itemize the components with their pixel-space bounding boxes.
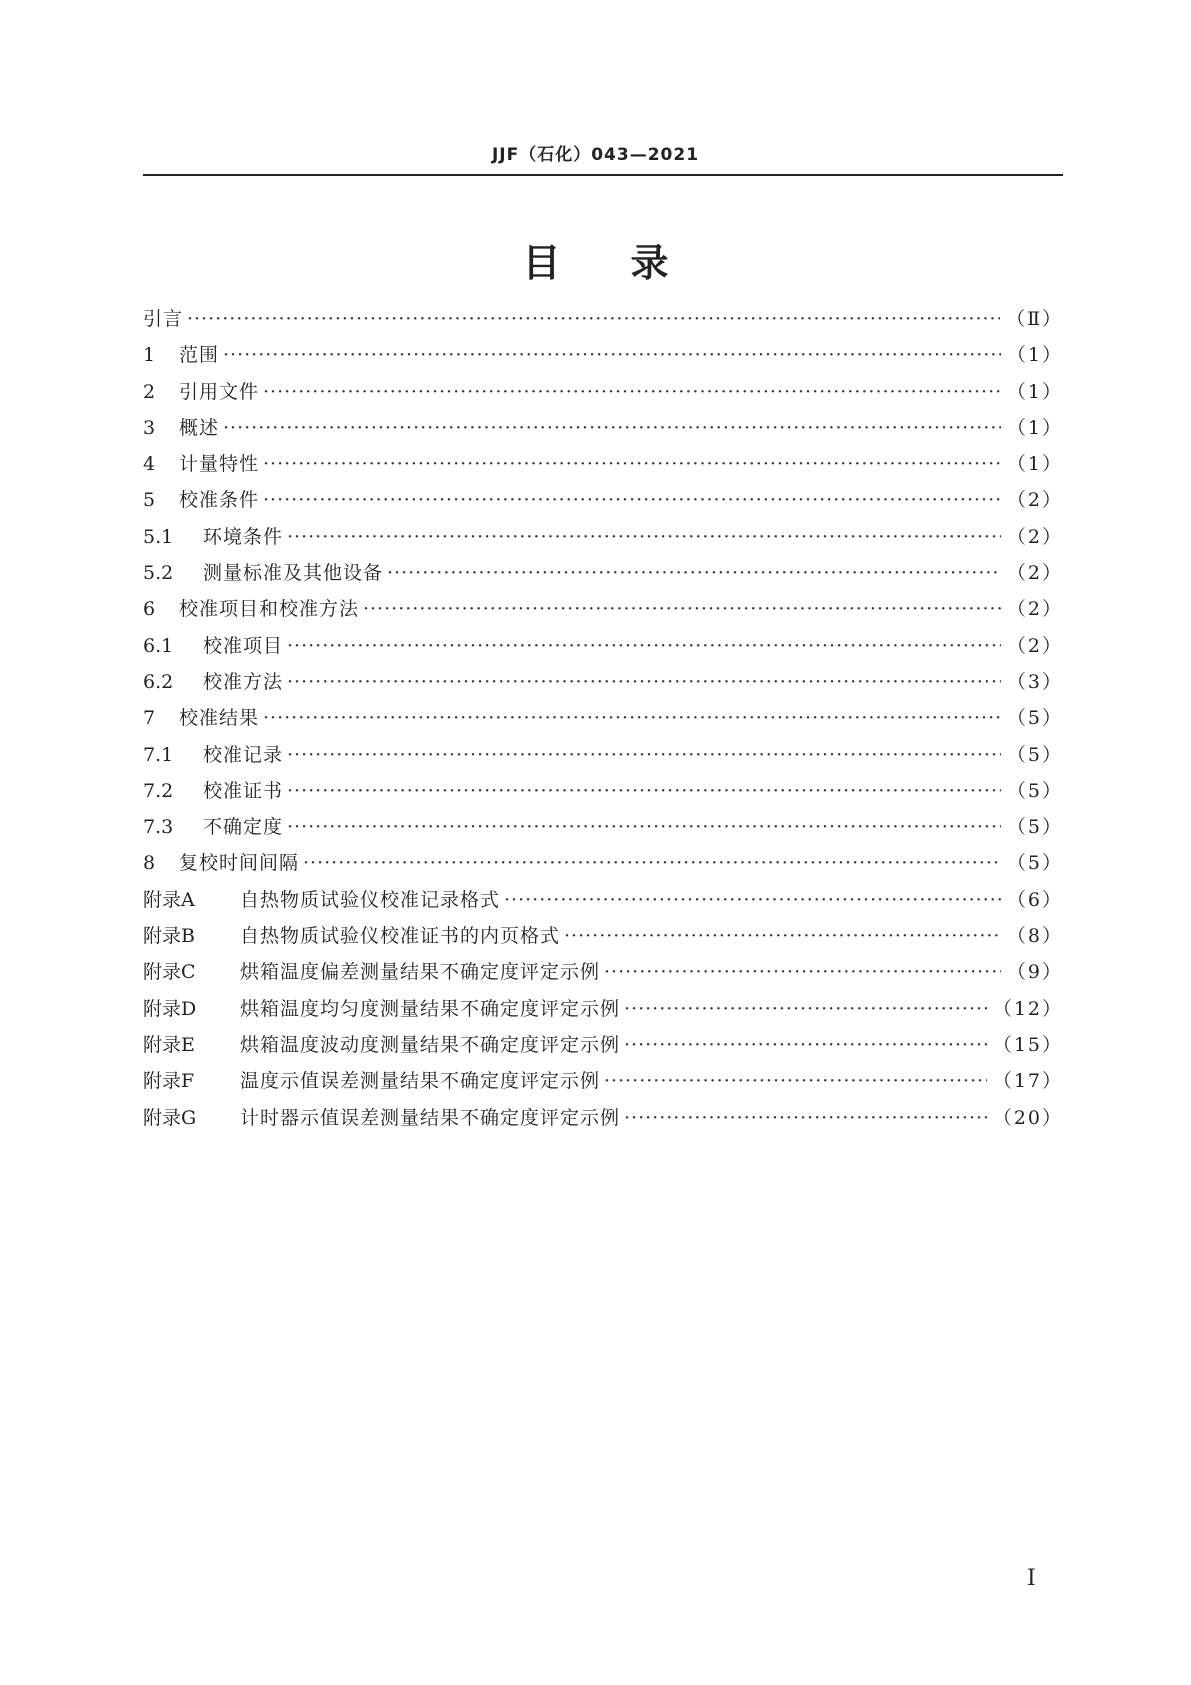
dot-leader xyxy=(263,707,1001,729)
toc-entry-page: （1） xyxy=(1006,344,1063,367)
dot-leader xyxy=(303,852,1001,874)
dot-leader xyxy=(187,308,1000,330)
toc-entry-number: 附录D xyxy=(143,997,197,1020)
toc-entry-page: （1） xyxy=(1006,453,1063,476)
toc-entry-page: （12） xyxy=(992,997,1063,1020)
document-code: JJF（石化）043—2021 xyxy=(491,145,700,165)
dot-leader xyxy=(624,1107,987,1129)
dot-leader xyxy=(387,562,1001,584)
toc-entry-title: 复校时间间隔 xyxy=(179,852,300,875)
toc-entry-page: （1） xyxy=(1006,380,1063,403)
toc-entry-title: 自热物质试验仪校准证书的内页格式 xyxy=(240,925,561,948)
toc-entry-number: 5.1 xyxy=(143,525,174,548)
toc-entry-page: （5） xyxy=(1006,743,1063,766)
toc-entry-number: 6 xyxy=(143,598,156,621)
dot-leader xyxy=(604,961,1001,983)
toc-entry-appendix-c[interactable] xyxy=(143,957,1063,993)
table-of-contents xyxy=(143,304,1063,1139)
dot-leader xyxy=(263,453,1001,475)
toc-entry-number: 附录E xyxy=(143,1033,195,1056)
toc-entry-number: 附录C xyxy=(143,961,196,984)
toc-entry-appendix-b[interactable] xyxy=(143,921,1063,957)
toc-entry-calibration-items-methods[interactable] xyxy=(143,594,1063,630)
dot-leader xyxy=(223,344,1001,366)
toc-entry-page: （3） xyxy=(1006,670,1063,693)
toc-entry-number: 附录F xyxy=(143,1070,195,1093)
dot-leader xyxy=(604,1070,987,1092)
toc-entry-page: （20） xyxy=(992,1106,1063,1129)
toc-entry-number: 5.2 xyxy=(143,562,174,585)
toc-entry-title: 校准证书 xyxy=(203,779,284,802)
dot-leader xyxy=(263,489,1001,511)
toc-entry-page: （5） xyxy=(1006,816,1063,839)
toc-title: 目录 xyxy=(522,241,739,286)
toc-entry-title: 校准项目和校准方法 xyxy=(179,598,360,621)
toc-entry-number: 7 xyxy=(143,707,156,730)
toc-entry-overview[interactable] xyxy=(143,413,1063,449)
toc-entry-title: 环境条件 xyxy=(203,525,284,548)
dot-leader xyxy=(287,671,1001,693)
toc-entry-page: （6） xyxy=(1006,888,1063,911)
toc-entry-number: 1 xyxy=(143,344,156,367)
toc-entry-title: 范围 xyxy=(179,344,220,367)
toc-entry-title: 烘箱温度波动度测量结果不确定度评定示例 xyxy=(240,1033,621,1056)
toc-entry-title: 校准项目 xyxy=(203,634,284,657)
toc-entry-page: （1） xyxy=(1006,416,1063,439)
toc-entry-page: （5） xyxy=(1006,707,1063,730)
toc-entry-page: （9） xyxy=(1006,961,1063,984)
toc-entry-title: 引言 xyxy=(143,308,184,330)
toc-entry-title: 烘箱温度均匀度测量结果不确定度评定示例 xyxy=(240,997,621,1020)
toc-entry-title: 烘箱温度偏差测量结果不确定度评定示例 xyxy=(240,961,601,984)
toc-entry-title: 校准方法 xyxy=(203,670,284,693)
toc-entry-calibration-certificate[interactable] xyxy=(143,776,1063,812)
dot-leader xyxy=(564,925,1001,947)
dot-leader xyxy=(287,526,1001,548)
toc-entry-number: 7.1 xyxy=(143,743,174,766)
toc-entry-title: 自热物质试验仪校准记录格式 xyxy=(240,888,501,911)
toc-entry-page: （5） xyxy=(1006,852,1063,875)
toc-entry-appendix-d[interactable] xyxy=(143,994,1063,1030)
toc-entry-appendix-a[interactable] xyxy=(143,885,1063,921)
toc-entry-environment-conditions[interactable] xyxy=(143,522,1063,558)
dot-leader xyxy=(263,381,1001,403)
toc-entry-calibration-items[interactable] xyxy=(143,631,1063,667)
toc-entry-number: 5 xyxy=(143,489,156,512)
toc-entry-number: 6.2 xyxy=(143,670,174,693)
toc-entry-number: 7.2 xyxy=(143,779,174,802)
toc-entry-page: （15） xyxy=(992,1033,1063,1056)
toc-entry-appendix-e[interactable] xyxy=(143,1030,1063,1066)
toc-entry-title: 校准结果 xyxy=(179,707,260,730)
toc-entry-number: 4 xyxy=(143,453,156,476)
toc-entry-number: 6.1 xyxy=(143,634,174,657)
toc-entry-number: 8 xyxy=(143,852,156,875)
toc-entry-page: （8） xyxy=(1006,925,1063,948)
toc-entry-number: 3 xyxy=(143,416,156,439)
toc-entry-title: 计量特性 xyxy=(179,453,260,476)
dot-leader xyxy=(287,816,1001,838)
toc-entry-introduction[interactable] xyxy=(143,304,1063,340)
dot-leader xyxy=(287,635,1001,657)
toc-entry-title: 温度示值误差测量结果不确定度评定示例 xyxy=(240,1070,601,1093)
toc-entry-page: （2） xyxy=(1006,525,1063,548)
toc-entry-title: 计时器示值误差测量结果不确定度评定示例 xyxy=(240,1106,621,1129)
dot-leader xyxy=(287,744,1001,766)
toc-entry-appendix-f[interactable] xyxy=(143,1066,1063,1102)
dot-leader xyxy=(624,998,987,1020)
toc-entry-title: 校准条件 xyxy=(179,489,260,512)
toc-entry-measurement-standards[interactable] xyxy=(143,558,1063,594)
toc-entry-title: 概述 xyxy=(179,416,220,439)
toc-entry-title: 测量标准及其他设备 xyxy=(203,562,384,585)
toc-entry-page: （2） xyxy=(1006,562,1063,585)
dot-leader xyxy=(624,1034,987,1056)
dot-leader xyxy=(223,417,1001,439)
toc-entry-number: 附录B xyxy=(143,925,195,948)
toc-entry-page: （2） xyxy=(1006,598,1063,621)
page-number: Ⅰ xyxy=(1027,1566,1036,1591)
dot-leader xyxy=(504,889,1001,911)
toc-entry-title: 引用文件 xyxy=(179,380,260,403)
toc-entry-page: （Ⅱ） xyxy=(1006,308,1063,330)
header-rule xyxy=(143,174,1063,176)
toc-entry-uncertainty[interactable] xyxy=(143,812,1063,848)
toc-entry-scope[interactable] xyxy=(143,340,1063,376)
toc-entry-page: （5） xyxy=(1006,779,1063,802)
toc-entry-number: 附录G xyxy=(143,1106,197,1129)
toc-entry-calibration-results[interactable] xyxy=(143,703,1063,739)
toc-entry-references[interactable] xyxy=(143,377,1063,413)
toc-entry-page: （2） xyxy=(1006,489,1063,512)
toc-entry-metrological-characteristics[interactable] xyxy=(143,449,1063,485)
toc-entry-calibration-methods[interactable] xyxy=(143,667,1063,703)
toc-entry-calibration-record[interactable] xyxy=(143,740,1063,776)
toc-entry-page: （2） xyxy=(1006,634,1063,657)
toc-entry-calibration-conditions[interactable] xyxy=(143,485,1063,521)
toc-entry-number: 2 xyxy=(143,380,156,403)
toc-entry-appendix-g[interactable] xyxy=(143,1103,1063,1139)
toc-entry-page: （17） xyxy=(992,1070,1063,1093)
toc-entry-title: 不确定度 xyxy=(203,816,284,839)
dot-leader xyxy=(287,780,1001,802)
toc-entry-recalibration-interval[interactable] xyxy=(143,848,1063,884)
toc-entry-number: 7.3 xyxy=(143,816,174,839)
toc-entry-number: 附录A xyxy=(143,888,195,911)
dot-leader xyxy=(363,598,1001,620)
toc-entry-title: 校准记录 xyxy=(203,743,284,766)
